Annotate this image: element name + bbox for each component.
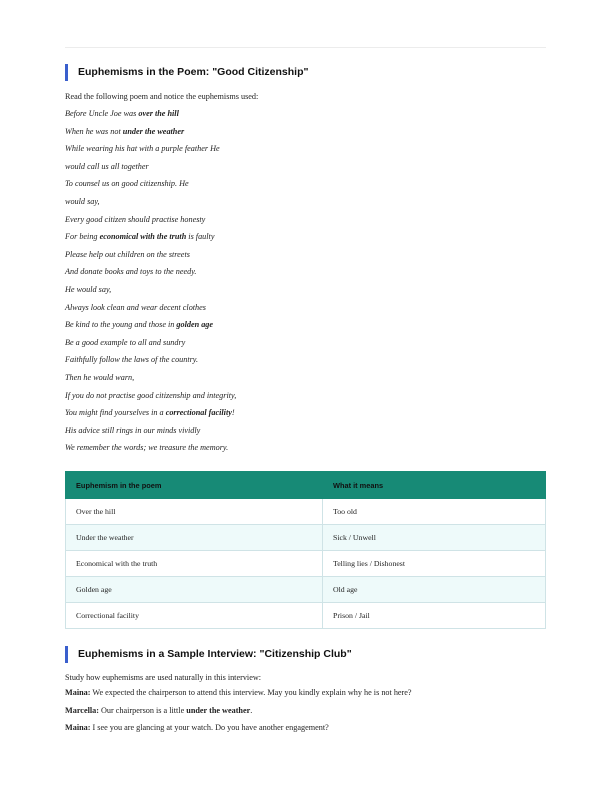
poem-text: Please help out children on the streets	[65, 249, 190, 259]
table-row	[66, 499, 546, 525]
section-title-interview: Euphemisms in a Sample Interview: "Citizenship Club"	[65, 646, 546, 663]
poem-text: You might find yourselves in a	[65, 408, 166, 418]
euphemism-highlight: under the weather	[186, 705, 251, 715]
poem-text: Be a good example to all and sundry	[65, 337, 186, 347]
poem-line	[65, 228, 546, 246]
poem-line	[65, 439, 546, 457]
table-row	[66, 603, 546, 629]
meaning-cell: Prison / Jail	[323, 603, 546, 629]
speaker-name: Maina:	[65, 723, 91, 732]
poem-text: He would say,	[65, 284, 112, 294]
meaning-cell: Too old	[323, 499, 546, 525]
poem-line	[65, 105, 546, 123]
dialog-line	[65, 702, 546, 720]
euphemism-highlight: under the weather	[122, 126, 185, 136]
meaning-cell: Telling lies / Dishonest	[323, 551, 546, 577]
poem-text: Faithfully follow the laws of the country.	[65, 355, 199, 365]
euphemism-cell: Under the weather	[66, 525, 323, 551]
poem-text: Always look clean and wear decent clothes	[65, 302, 206, 312]
euphemism-highlight: economical with the truth	[99, 232, 187, 242]
euphemism-cell: Over the hill	[66, 499, 323, 525]
poem-line	[65, 193, 546, 211]
poem-text: Before Uncle Joe was	[65, 109, 139, 118]
poem-text: Then he would warn,	[65, 372, 135, 382]
interview-dialog	[65, 684, 546, 737]
dialog-text: Our chairperson is a little	[98, 705, 187, 715]
poem-intro: Read the following poem and notice the euphemisms used:	[65, 92, 259, 101]
poem-line	[65, 316, 546, 334]
poem-text: If you do not practise good citizenship and integrity,	[65, 390, 237, 400]
poem-text: His advice still rings in our minds vividly	[65, 425, 201, 435]
header-euphemism: Euphemism in the poem	[66, 472, 323, 499]
meaning-cell: Old age	[323, 577, 546, 603]
euphemism-table	[65, 471, 546, 629]
euphemism-highlight: golden age	[176, 320, 214, 330]
dialog-text: We expected the chairperson to attend this interview. May you kindly explain why he is not here?	[90, 688, 412, 697]
euphemism-highlight: over the hill	[138, 109, 179, 118]
poem-line	[65, 211, 546, 229]
dialog-line	[65, 684, 546, 702]
poem-text: Be kind to the young and those in	[65, 320, 177, 330]
euphemism-highlight: correctional facility	[165, 408, 232, 418]
poem-line	[65, 281, 546, 299]
euphemism-cell: Correctional facility	[66, 603, 323, 629]
poem-text: !	[231, 408, 235, 418]
table-row	[66, 551, 546, 577]
poem-line	[65, 422, 546, 440]
header-meaning: What it means	[323, 472, 546, 499]
poem-line	[65, 246, 546, 264]
poem-line	[65, 369, 546, 387]
poem-text: For being	[65, 232, 100, 242]
poem-line	[65, 140, 546, 158]
poem-text: While wearing his hat with a purple feather He	[65, 144, 220, 154]
table-row	[66, 577, 546, 603]
poem	[65, 105, 546, 457]
poem-line	[65, 299, 546, 317]
interview-intro: Study how euphemisms are used naturally in this interview:	[65, 673, 262, 682]
euphemism-cell: Economical with the truth	[66, 551, 323, 577]
poem-line	[65, 351, 546, 369]
speaker-name: Marcella:	[65, 705, 99, 715]
poem-line	[65, 404, 546, 422]
meaning-cell: Sick / Unwell	[323, 525, 546, 551]
poem-line	[65, 123, 546, 141]
speaker-name: Maina:	[65, 688, 91, 697]
poem-text: is faulty	[186, 232, 215, 242]
dialog-text: .	[250, 705, 253, 715]
poem-text: Every good citizen should practise honesty	[65, 214, 206, 224]
poem-line	[65, 387, 546, 405]
poem-text: To counsel us on good citizenship. He	[65, 179, 189, 189]
poem-text: would call us all together	[65, 161, 149, 171]
poem-text: would say,	[65, 196, 100, 206]
table-header-row	[66, 472, 546, 499]
top-divider	[65, 47, 546, 48]
table-row	[66, 525, 546, 551]
poem-line	[65, 175, 546, 193]
dialog-line	[65, 719, 546, 737]
poem-line	[65, 263, 546, 281]
section-title-poem: Euphemisms in the Poem: "Good Citizenship"	[65, 64, 546, 81]
euphemism-cell: Golden age	[66, 577, 323, 603]
poem-line	[65, 334, 546, 352]
poem-text: When he was not	[65, 126, 123, 136]
poem-text: And donate books and toys to the needy.	[65, 267, 197, 277]
dialog-text: I see you are glancing at your watch. Do you have another engagement?	[90, 723, 329, 732]
poem-text: We remember the words; we treasure the memory.	[65, 443, 229, 453]
poem-line	[65, 158, 546, 176]
